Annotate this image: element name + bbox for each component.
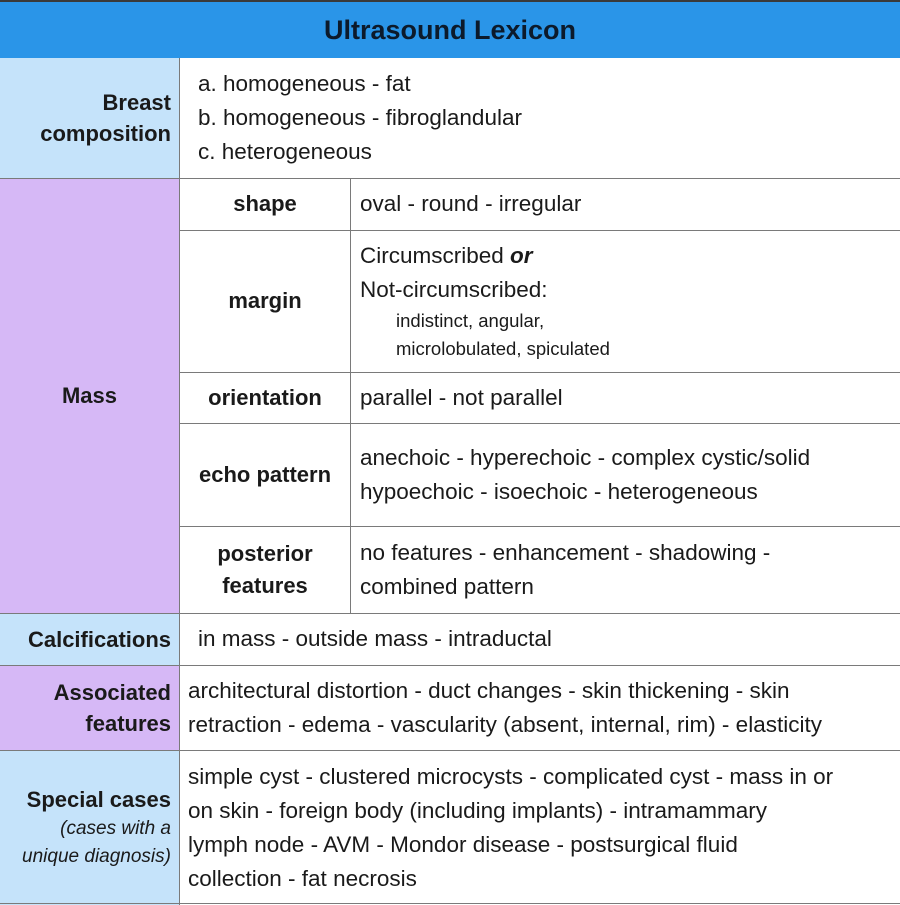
posterior-features-line-1: no features - enhancement - shadowing - (360, 539, 771, 565)
divider (0, 178, 900, 179)
mass-margin-value (351, 230, 900, 372)
margin-line-4: microlobulated, spiculated (396, 338, 610, 359)
divider (0, 903, 900, 904)
table-title: Ultrasound Lexicon (0, 0, 900, 58)
breast-composition-item: c. heterogeneous (198, 139, 372, 164)
breast-composition-item: a. homogeneous - fat (198, 71, 411, 96)
associated-features-line-1: architectural distortion - duct changes - skin thickening - skin (188, 677, 790, 703)
mass-echo-pattern-value (351, 423, 900, 526)
special-cases-line-4: collection - fat necrosis (188, 865, 417, 891)
divider (0, 613, 900, 614)
divider (180, 526, 900, 527)
mass-shape-label-text: shape (233, 191, 297, 216)
special-cases-line-3: lymph node - AVM - Mondor disease - postsurgical fluid (188, 831, 738, 857)
mass-label-text: Mass (61, 383, 118, 408)
mass-orientation-value-text: parallel - not parallel (360, 384, 563, 410)
special-cases-line-2: on skin - foreign body (including implants) - intramammary (188, 797, 767, 823)
mass-echo-pattern-label (180, 423, 350, 526)
associated-features-value (180, 665, 900, 750)
margin-line-3: indistinct, angular, (396, 310, 545, 331)
mass-orientation-label-text: orientation (208, 384, 322, 410)
posterior-features-label-line2: features (222, 572, 308, 598)
mass-shape-value-text: oval - round - irregular (360, 191, 582, 216)
echo-pattern-line-2: hypoechoic - isoechoic - heterogeneous (360, 478, 758, 504)
associated-features-label-line1: Associated (53, 679, 171, 705)
special-cases-label-text: Special cases (26, 787, 171, 812)
posterior-features-line-2: combined pattern (360, 573, 534, 599)
breast-composition-label-line1: Breast (102, 90, 171, 115)
mass-margin-label (180, 230, 350, 372)
margin-line-1 (360, 239, 900, 273)
calcifications-value (180, 613, 900, 665)
associated-features-line-2: retraction - edema - vascularity (absent, internal, rim) - elasticity (188, 711, 822, 737)
associated-features-label-line2: features (85, 710, 171, 736)
special-cases-value (180, 750, 900, 905)
breast-composition-label-line2: composition (40, 121, 171, 146)
divider (0, 665, 900, 666)
special-cases-line-1: simple cyst - clustered microcysts - complicated cyst - mass in or (188, 763, 834, 789)
calcifications-value-text: in mass - outside mass - intraductal (198, 626, 552, 651)
mass-posterior-features-value (351, 526, 900, 613)
breast-composition-item: b. homogeneous - fibroglandular (198, 105, 522, 130)
divider (180, 372, 900, 373)
breast-composition-values (180, 58, 900, 178)
mass-echo-pattern-label-text: echo pattern (198, 461, 332, 487)
divider (180, 423, 900, 424)
mass-label (0, 178, 179, 613)
associated-features-label (0, 665, 179, 750)
breast-composition-label (0, 58, 179, 178)
divider (180, 230, 900, 231)
posterior-features-label-line1: posterior (217, 540, 313, 566)
mass-orientation-value (351, 372, 900, 423)
mass-shape-value (351, 178, 900, 230)
divider (0, 750, 900, 751)
divider (350, 178, 351, 613)
calcifications-label-text: Calcifications (27, 626, 171, 652)
margin-line-2: Not-circumscribed: (360, 277, 548, 302)
echo-pattern-line-1: anechoic - hyperechoic - complex cystic/solid (360, 444, 811, 470)
divider (179, 58, 180, 905)
special-cases-note-line1: (cases with a (60, 818, 171, 839)
mass-shape-label (180, 178, 350, 230)
margin-or: or (510, 243, 533, 268)
calcifications-label (0, 613, 179, 665)
mass-posterior-features-label (180, 526, 350, 613)
special-cases-label (0, 750, 179, 905)
mass-margin-label-text: margin (228, 288, 302, 313)
special-cases-note-line2: unique diagnosis) (22, 846, 171, 867)
mass-orientation-label (180, 372, 350, 423)
margin-circumscribed: Circumscribed (360, 243, 511, 268)
